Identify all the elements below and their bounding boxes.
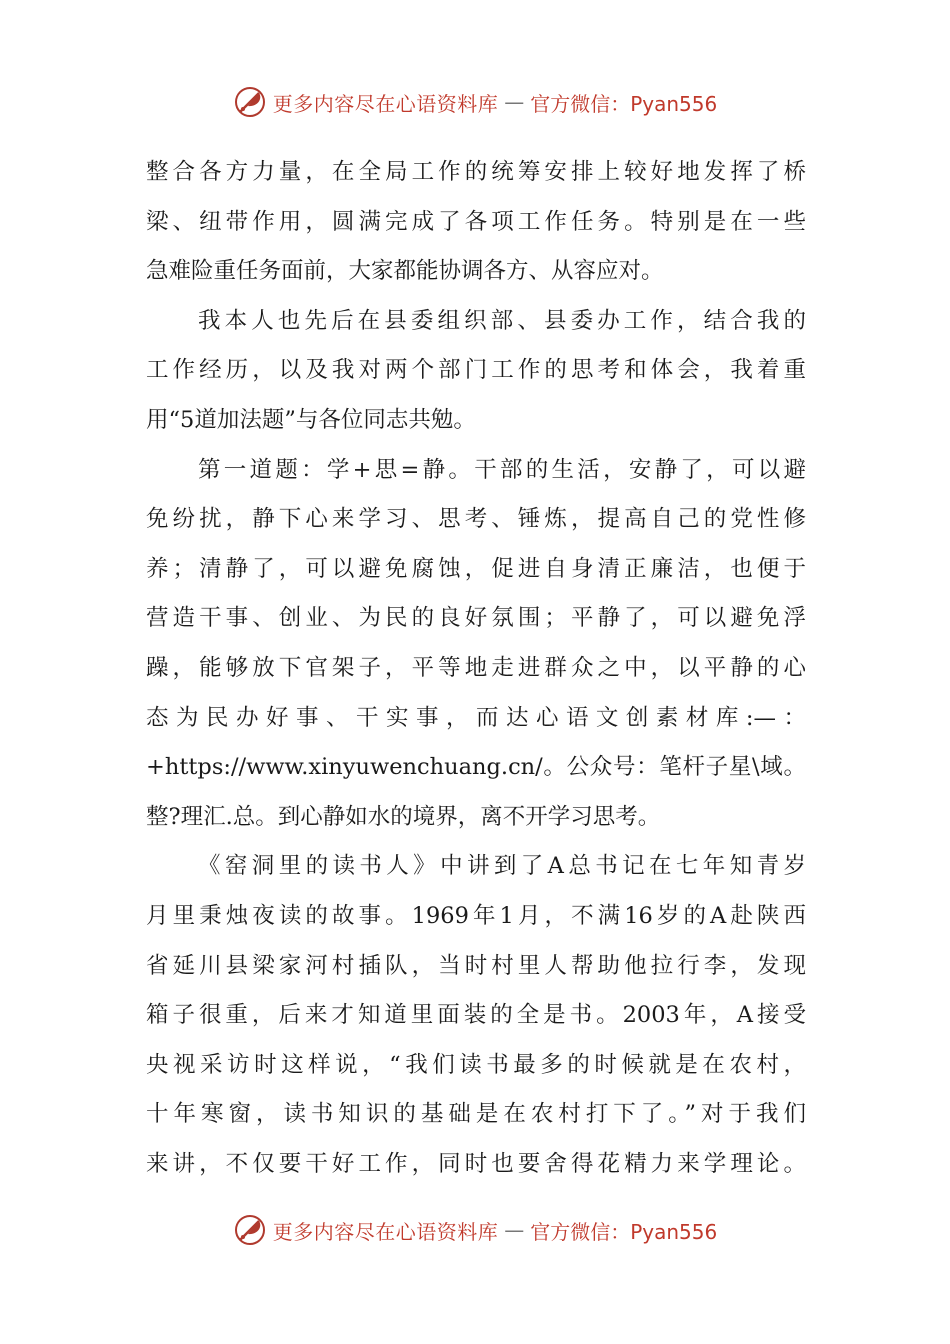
body-line: 急难险重任务面前，大家都能协调各方、从容应对。 bbox=[146, 258, 664, 285]
body-line: 整?理汇.总。到心静如水的境界，离不开学习思考。 bbox=[146, 803, 661, 830]
body-line: 十年寒窗，读书知识的基础是在农村打下了。”对于我们 bbox=[146, 1101, 806, 1128]
footer-banner-contact: 官方微信：Pyan556 bbox=[530, 1219, 718, 1244]
body-line: 态为民办好事、干实事，而达心语文创素材库:—： bbox=[146, 704, 806, 731]
body-line: 养；清静了，可以避免腐蚀，促进自身清正廉洁，也便于 bbox=[146, 555, 806, 582]
footer-banner-content bbox=[233, 1213, 718, 1247]
body-line: 第一道题：学+思=静。干部的生活，安静了，可以避 bbox=[198, 456, 806, 483]
quill-logo-icon bbox=[233, 1213, 267, 1247]
body-line: 免纷扰，静下心来学习、思考、锤炼，提高自己的党性修 bbox=[146, 506, 806, 533]
body-line: 整合各方力量，在全局工作的统筹安排上较好地发挥了桥 bbox=[146, 159, 806, 185]
body-line: 营造干事、创业、为民的良好氛围；平静了，可以避免浮 bbox=[146, 605, 806, 632]
header-banner-contact: 官方微信：Pyan556 bbox=[530, 91, 718, 116]
body-line: 躁，能够放下官架子，平等地走进群众之中，以平静的心 bbox=[146, 654, 806, 681]
body-line: 箱子很重，后来才知道里面装的全是书。2003年，A接受 bbox=[146, 1002, 806, 1029]
body-line: 月里秉烛夜读的故事。1969年1月，不满16岁的A赴陕西 bbox=[146, 902, 806, 929]
header-banner bbox=[0, 78, 950, 126]
body-line: 省延川县梁家河村插队，当时村里人帮助他拉行李，发现 bbox=[146, 952, 806, 979]
body-line: 来讲，不仅要干好工作，同时也要舍得花精力来学理论。 bbox=[146, 1150, 806, 1177]
footer-banner-text: 更多内容尽在心语资料库 bbox=[272, 1219, 499, 1244]
body-line: 央视采访时这样说，“我们读书最多的时候就是在农村， bbox=[146, 1051, 806, 1078]
body-line: 我本人也先后在县委组织部、县委办工作，结合我的 bbox=[198, 307, 806, 334]
footer-banner bbox=[0, 1206, 950, 1254]
footer-banner-dash: — bbox=[504, 1218, 525, 1242]
header-banner-content bbox=[233, 85, 718, 119]
header-banner-dash: — bbox=[504, 90, 525, 114]
body-line: 用“5道加法题”与各位同志共勉。 bbox=[146, 406, 476, 433]
quill-logo-icon bbox=[233, 85, 267, 119]
body-line: +https://www.xinyuwenchuang.cn/。公众号：笔杆子星\域。 bbox=[146, 754, 806, 781]
body-line: 工作经历，以及我对两个部门工作的思考和体会，我着重 bbox=[146, 357, 806, 384]
body-line: 梁、纽带作用，圆满完成了各项工作任务。特别是在一些 bbox=[146, 208, 806, 235]
header-banner-text: 更多内容尽在心语资料库 bbox=[272, 91, 499, 116]
document-body bbox=[146, 148, 806, 1189]
body-line: 《窑洞里的读书人》中讲到了A总书记在七年知青岁 bbox=[198, 853, 806, 880]
